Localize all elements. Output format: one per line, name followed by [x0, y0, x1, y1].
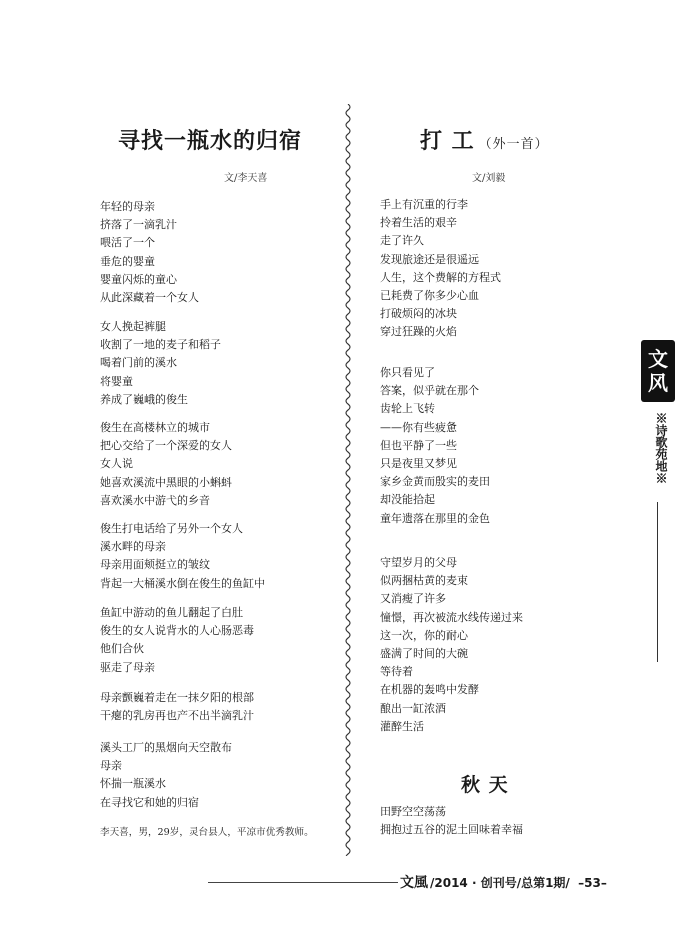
poem-line: 喜欢溪水中游弋的乡音	[100, 493, 210, 507]
poem-line: 拥抱过五谷的泥土回味着幸福	[380, 823, 523, 837]
poem-line: 把心交给了一个深爱的女人	[100, 439, 232, 453]
poem-line: 喂活了一个	[100, 236, 155, 250]
poem-line: 垂危的婴童	[100, 254, 155, 268]
poem-line: 女人说	[100, 457, 133, 471]
stanza-right-3	[380, 554, 523, 736]
poem-line: 灌醉生活	[380, 719, 424, 733]
poem-line: 俊生在高楼林立的城市	[100, 421, 210, 434]
poem-line: 这一次，你的耐心	[380, 628, 468, 642]
poem-title-right-main: 打 工	[420, 128, 475, 154]
poem-line: 手上有沉重的行李	[380, 198, 468, 211]
poem-line: 酿出一缸浓酒	[380, 701, 446, 715]
poem-line: 答案，似乎就在那个	[380, 384, 479, 398]
poem-line: ——你有些疲惫	[380, 420, 457, 434]
stanza-left-3	[100, 419, 232, 510]
poem-title-left: 寻找一瓶水的归宿	[118, 128, 303, 154]
poem-line: 人生，这个费解的方程式	[380, 270, 501, 284]
poem-line: 养成了巍峨的俊生	[100, 392, 188, 406]
poem-line: 收割了一地的麦子和稻子	[100, 338, 221, 352]
stanza-autumn	[380, 803, 523, 839]
poem-line: 等待着	[380, 665, 413, 679]
poem-line: 童年遗落在那里的金色	[380, 511, 490, 525]
poem-line: 挤落了一滴乳汁	[100, 218, 177, 232]
poem-line: 似两捆枯黄的麦束	[380, 574, 468, 588]
poem-line: 母亲用面颊挺立的皱纹	[100, 558, 210, 572]
poem-line: 他们合伙	[100, 642, 144, 656]
poem-line: 驱走了母亲	[100, 660, 155, 674]
poem-line: 将婴童	[100, 374, 133, 388]
stanza-right-1	[380, 196, 501, 342]
poem-line: 干瘪的乳房再也产不出半滴乳汁	[100, 709, 254, 723]
poem-line: 家乡金黄而殷实的麦田	[380, 475, 490, 489]
footer-issue: /2014 · 创刊号/总第1期/	[430, 876, 570, 890]
logo-char: 风	[648, 371, 668, 395]
poem-line: 怀揣一瓶溪水	[100, 777, 166, 791]
poem-line: 在寻找它和她的归宿	[100, 795, 199, 809]
stanza-left-2	[100, 318, 221, 409]
poem-line: 从此深藏着一个女人	[100, 291, 199, 305]
poem-line: 溪头工厂的黑烟向天空散布	[100, 741, 232, 754]
poem-line: 憧憬，再次被流水线传递过来	[380, 610, 523, 624]
poem-line: 女人挽起裤腿	[100, 320, 166, 333]
poem-line: 发现旅途还是很遥远	[380, 252, 479, 266]
byline-right: 文/刘毅	[472, 173, 506, 184]
wavy-divider	[342, 104, 354, 856]
poem-line: 喝着门前的溪水	[100, 356, 177, 370]
sidebar-rule	[657, 502, 658, 662]
poem-line: 背起一大桶溪水倒在俊生的鱼缸中	[100, 576, 265, 590]
poem-line: 在机器的轰鸣中发酵	[380, 683, 479, 697]
stanza-left-7	[100, 739, 232, 812]
poem-line: 母亲颤巍着走在一抹夕阳的根部	[100, 691, 254, 704]
poem-line: 溪水畔的母亲	[100, 540, 166, 554]
poem-title-autumn: 秋 天	[461, 774, 509, 796]
footer-rule	[208, 882, 398, 883]
poem-line: 婴童闪烁的童心	[100, 272, 177, 286]
poem-line: 已耗费了你多少心血	[380, 289, 479, 303]
author-bio: 李天喜，男，29岁，灵台县人，平凉市优秀教师。	[100, 827, 314, 838]
poem-line: 俊生打电话给了另外一个女人	[100, 522, 243, 535]
page-number: –53–	[578, 876, 607, 890]
poem-line: 只是夜里又梦见	[380, 457, 457, 471]
poem-line: 盛满了时间的大碗	[380, 647, 468, 661]
poem-line: 母亲	[100, 759, 122, 773]
poem-line: 你只看见了	[380, 366, 435, 379]
stanza-left-1	[100, 198, 199, 307]
byline-left: 文/李天喜	[224, 173, 268, 184]
poem-title-right-sub: （外一首）	[478, 137, 549, 152]
stanza-left-4	[100, 520, 265, 593]
poem-line: 俊生的女人说背水的人心肠恶毒	[100, 624, 254, 638]
poem-line: 齿轮上飞转	[380, 402, 435, 416]
poem-line: 守望岁月的父母	[380, 556, 457, 569]
stanza-left-5	[100, 604, 254, 677]
poem-line: 却没能拾起	[380, 493, 435, 507]
poem-line: 穿过狂躁的火焰	[380, 325, 457, 339]
poem-line: 打破烦闷的冰块	[380, 307, 457, 321]
stanza-right-2	[380, 364, 490, 528]
poem-line: 走了许久	[380, 234, 424, 248]
footer-brand: 文風	[400, 875, 428, 891]
poem-line: 年轻的母亲	[100, 200, 155, 213]
poem-title-right	[420, 124, 549, 155]
poem-line: 又消瘦了许多	[380, 592, 446, 606]
poem-line: 拎着生活的艰辛	[380, 216, 457, 230]
poem-line: 鱼缸中游动的鱼儿翻起了白肚	[100, 606, 243, 619]
poem-line: 田野空空荡荡	[380, 805, 446, 818]
logo-char: 文	[648, 347, 668, 371]
stanza-left-6	[100, 689, 254, 725]
poem-line: 但也平静了一些	[380, 438, 457, 452]
poem-line: 她喜欢溪流中黑眼的小蝌蚪	[100, 475, 232, 489]
section-label: ※诗歌苑地※	[654, 412, 668, 484]
magazine-logo-box	[641, 340, 675, 402]
footer	[400, 872, 607, 892]
